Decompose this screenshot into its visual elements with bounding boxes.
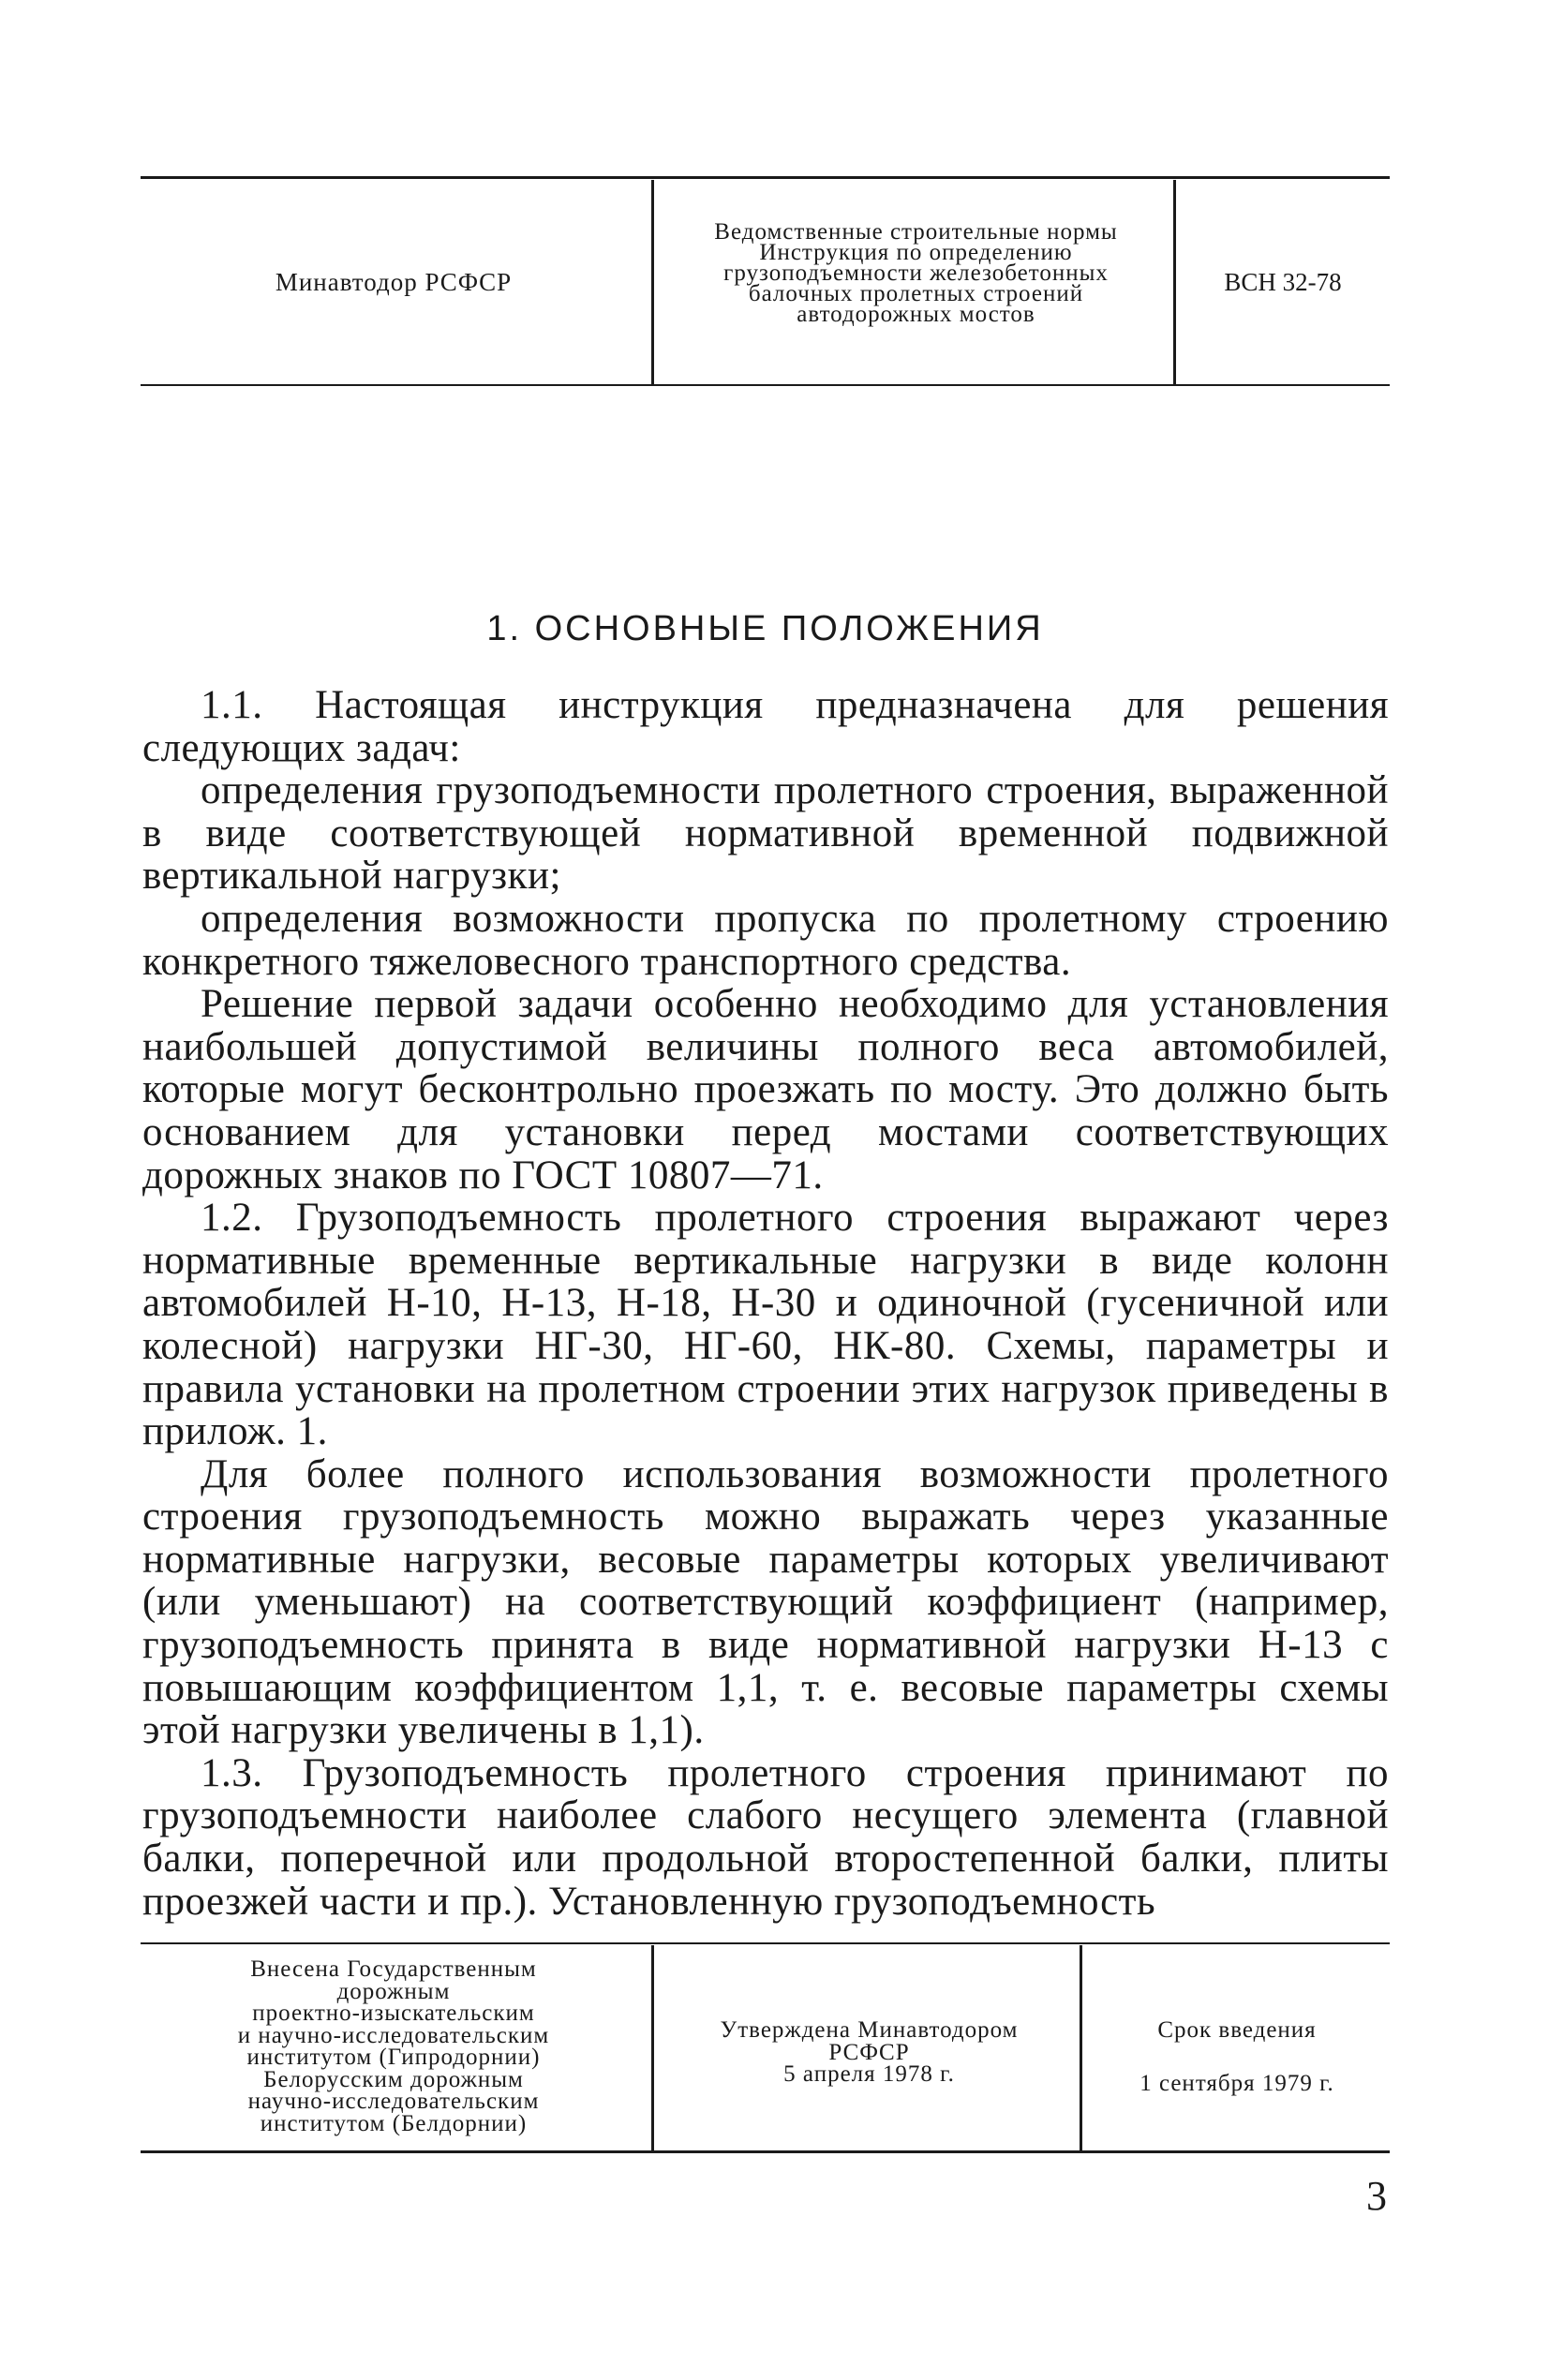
page-number: 3 (1366, 2173, 1387, 2219)
section-title: 1. ОСНОВНЫЕ ПОЛОЖЕНИЯ (486, 609, 1044, 648)
paragraph-1-3: 1.3. Грузоподъемность пролетного строения принимают по грузоподъемности наиболее слабого несущего элемента (главной балки, поперечной или продольной второстепенной балки, плиты проезжей части и пр.). Установленную грузоподъемность (142, 1750, 1389, 1924)
header-document-line: грузоподъемности железобетонных (723, 260, 1109, 286)
header-document-line: автодорожных мостов (797, 302, 1035, 327)
footer-submitted-line: дорожным (336, 1978, 451, 2004)
header-divider-left (651, 180, 654, 384)
footer-bottom-rule (141, 2150, 1390, 2153)
footer-submitted-line: и научно-исследовательским (237, 2022, 550, 2048)
footer-submitted-line: проектно-изыскательским (252, 2001, 535, 2026)
footer-top-rule (141, 1942, 1390, 1944)
footer-approved-line: 5 апреля 1978 г. (783, 2061, 955, 2087)
paragraph-1-2: 1.2. Грузоподъемность пролетного строения выражают через нормативные временные вертикальные нагрузки в виде колонн автомобилей Н-10, Н-13, Н-18, Н-30 и одиночной (гусеничной или колесной) нагрузки НГ-30, НГ-60, НК-80. Схемы, параметры и правила установки на пролетном строении этих нагрузок приведены в прилож. 1. (142, 1196, 1389, 1454)
paragraph-first-task-solution: Решение первой задачи особенно необходимо для установления наибольшей допустимой величины полного веса автомобилей, которые могут бесконтрольно проезжать по мосту. Это должно быть основанием для установки перед мостами соответствующих дорожных знаков по ГОСТ 10807—71. (142, 982, 1389, 1197)
body-text (142, 684, 1389, 1923)
footer-effective-date-block (1087, 2019, 1387, 2094)
footer-submitted-line: научно-исследовательским (247, 2089, 540, 2114)
footer-approved-line: РСФСР (828, 2039, 910, 2065)
footer-submitted-line: Внесена Государственным (250, 1956, 537, 1982)
footer-approved-by (656, 2019, 1082, 2086)
footer-effective-date: 1 сентября 1979 г. (1139, 2070, 1334, 2096)
header-top-rule (141, 176, 1390, 179)
paragraph-task-2: определения возможности пропуска по пролетному строению конкретного тяжеловесного транспортного средства. (142, 896, 1389, 984)
paragraph-task-1: определения грузоподъемности пролетного строения, выраженной в виде соответствующей нормативной временной подвижной вертикальной нагрузки; (142, 768, 1389, 899)
header-document-line: Ведомственные строительные нормы (714, 219, 1118, 245)
header-organization: Минавтодор РСФСР (275, 268, 513, 296)
header-document-line: Инструкция по определению (759, 240, 1073, 265)
footer-submitted-line: институтом (Гипродорнии) (246, 2045, 541, 2070)
paragraph-load-coefficient: Для более полного использования возможности пролетного строения грузоподъемность можно выражать через указанные нормативные нагрузки, весовые параметры которых увеличивают (или уменьшают) на соответствующий коэффициент (например, грузоподъемность принята в виде нормативной нагрузки Н-13 с повышающим коэффициентом 1,1, т. е. весовые параметры схемы этой нагрузки увеличены в 1,1). (142, 1451, 1389, 1753)
footer-submitted-line: институтом (Белдорнии) (260, 2110, 528, 2136)
header-document-line: балочных пролетных строений (748, 281, 1084, 306)
footer-approved-line: Утверждена Минавтодором (720, 2017, 1019, 2043)
footer-submitted-line: Белорусским дорожным (263, 2066, 524, 2092)
header-document-title (656, 219, 1176, 327)
footer-divider-left (651, 1945, 654, 2150)
header-bottom-rule (141, 384, 1390, 386)
footer-submitted-by (159, 1958, 628, 2135)
paragraph-1-1: 1.1. Настоящая инструкция предназначена для решения следующих задач: (142, 683, 1389, 770)
header-code: ВСН 32-78 (1224, 268, 1342, 296)
footer-effective-label: Срок введения (1157, 2017, 1317, 2043)
